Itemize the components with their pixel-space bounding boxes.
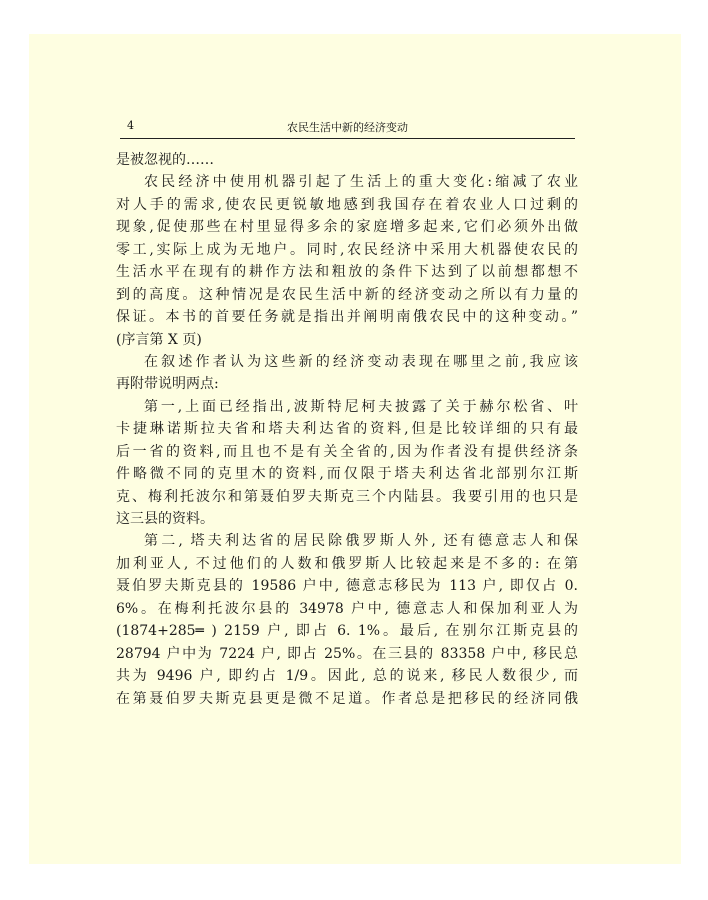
body-text [116,149,578,710]
text-line: 第二, 塔夫利达省的居民除俄罗斯人外, 还有德意志人和保 [144,533,578,550]
text-line: 生活水平在现有的耕作方法和粗放的条件下达到了以前想都想不 [116,264,578,281]
running-title: 农民生活中新的经济变动 [287,121,408,134]
text-line: 聂伯罗夫斯克县的 19586 户中, 德意志移民为 113 户, 即仅占 0. [116,578,578,595]
text-line: 到的高度。这种情况是农民生活中新的经济变动之所以有力量的 [116,286,578,303]
text-line: 在叙述作者认为这些新的经济变动表现在哪里之前,我应该 [144,353,578,370]
text-line: 件略微不同的克里木的资料,而仅限于塔夫利达省北部别尔江斯 [116,466,578,483]
text-line: 再附带说明两点: [116,376,219,393]
text-line: (序言第 X 页) [116,331,202,348]
page-number: 4 [127,119,134,132]
text-line: 克、梅利托波尔和第聂伯罗夫斯克三个内陆县。我要引用的也只是 [116,488,578,505]
text-line: 第一,上面已经指出,波斯特尼柯夫披露了关于赫尔松省、叶 [144,398,578,415]
text-line: 这三县的资料。 [116,511,214,527]
text-line: 现象,促使那些在村里显得多余的家庭增多起来,它们必须外出做 [116,219,578,236]
text-line: 28794 户中为 7224 户, 即占 25%。在三县的 83358 户中, 移民总 [116,645,578,662]
text-line: 在第聂伯罗夫斯克县更是微不足道。作者总是把移民的经济同俄 [116,690,578,707]
text-line: 卡捷琳诺斯拉夫省和塔夫利达省的资料,但是比较详细的只有最 [116,421,578,438]
text-line: 加利亚人, 不过他们的人数和俄罗斯人比较起来是不多的: 在第 [116,555,578,572]
text-line: 农民经济中使用机器引起了生活上的重大变化:缩减了农业 [144,174,578,191]
text-line: 6%。在梅利托波尔县的 34978 户中, 德意志人和保加利亚人为 [116,600,578,617]
text-line: 共为 9496 户, 即约占 1/9。因此, 总的说来, 移民人数很少, 而 [116,668,578,685]
text-line: 是被忽视的…… [116,152,214,168]
text-line: 后一省的资料,而且也不是有关全省的,因为作者没有提供经济条 [116,443,578,460]
text-line: (1874+285═ ) 2159 户, 即占 6. 1%。最后, 在别尔江斯克县的 [116,623,578,640]
running-header [120,118,575,139]
text-line: 零工,实际上成为无地户。同时,农民经济中采用大机器使农民的 [116,241,578,258]
text-line: 保证。本书的首要任务就是指出并阐明南俄农民中的这种变动。” [116,309,578,326]
text-line: 对人手的需求,使农民更锐敏地感到我国存在着农业人口过剩的 [116,196,578,213]
